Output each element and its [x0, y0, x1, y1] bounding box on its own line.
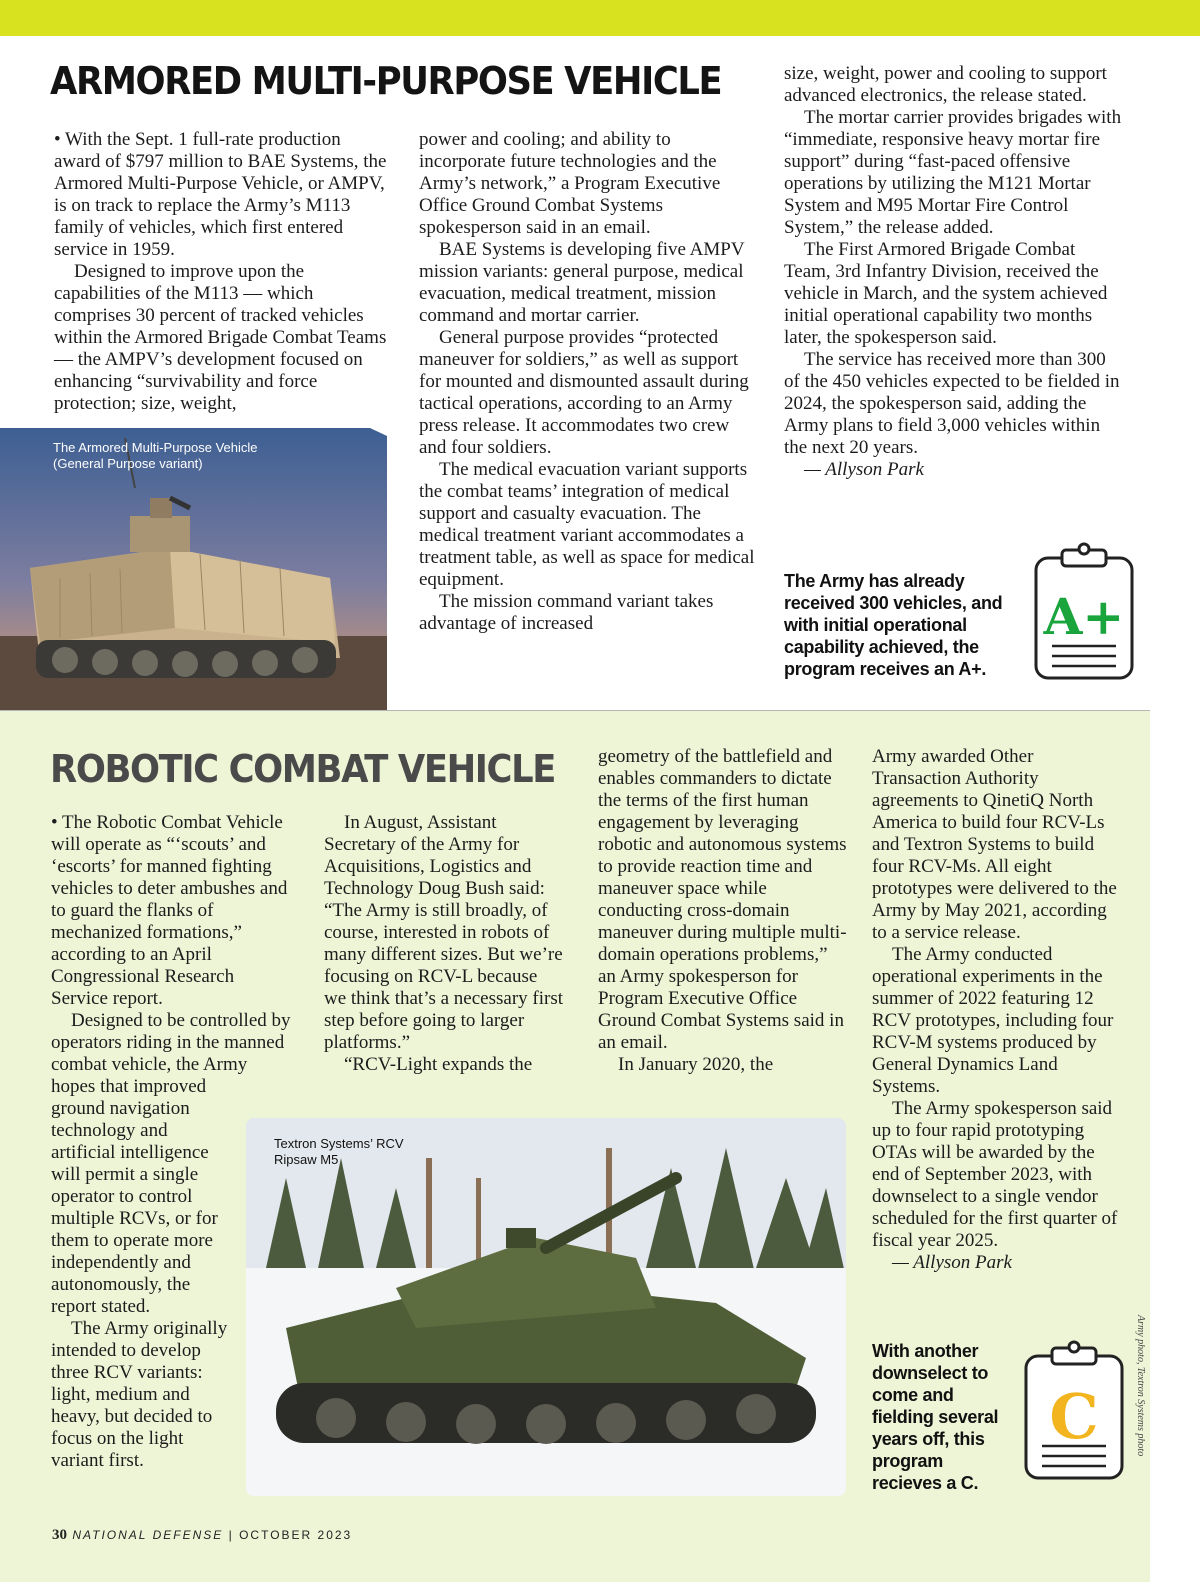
paragraph: • The Robotic Combat Vehicle will operate as “‘scouts’ and ‘escorts’ for manned fighting vehicles to deter ambushes and to guard the flanks of mechanized formations,” according to an April Congressional Research Service report. — [51, 812, 288, 1009]
top-accent-bar — [0, 0, 1200, 36]
photo-credit: Army photo, Textron Systems photo — [1135, 1315, 1146, 1457]
publication-name: NATIONAL DEFENSE — [72, 1528, 224, 1542]
clipboard-icon — [1022, 1340, 1126, 1482]
paragraph: ground navigation technology and artificial intelligence will permit a single operator to control multiple RCVs, or for them to operate more independently and autonomously, the report stated. — [51, 1098, 218, 1317]
rcv-column-3 — [598, 746, 850, 1076]
paragraph: General purpose provides “protected maneuver for soldiers,” as well as support for mounted and dismounted assault during tactical operations, according to an Army press release. It accommodates two crew and four soldiers. — [419, 327, 749, 458]
paragraph: The mortar carrier provides brigades with “immediate, responsive heavy mortar fire support” during “fast-paced offensive operations by utilizing the M121 Mortar System and M95 Mortar Fire Control System,” the release added. — [784, 107, 1122, 238]
paragraph: The medical evacuation variant supports the combat teams’ integration of medical support and casualty evacuation. The medical treatment variant accommodates a treatment table, as well as space for medical equipment. — [419, 459, 755, 590]
ampv-photo — [0, 428, 387, 710]
paragraph: The Army conducted operational experiments in the summer of 2022 featuring 12 RCV prototypes, including four RCV-M systems produced by General Dynamics Land Systems. — [872, 944, 1114, 1097]
grade-letter: C — [1049, 1380, 1099, 1453]
section-title-ampv: ARMORED MULTI-PURPOSE VEHICLE — [50, 59, 722, 103]
paragraph: Designed to be controlled by operators riding in the manned combat vehicle, the Army hopes that improved — [51, 1010, 291, 1097]
paragraph: • With the Sept. 1 full-rate production award of $797 million to BAE Systems, the Armored Multi-Purpose Vehicle, or AMPV, is on track to replace the Army’s M113 family of vehicles, which first entered service in 1959. — [54, 129, 387, 260]
ampv-column-1 — [54, 129, 390, 415]
paragraph: “RCV-Light expands the — [344, 1054, 533, 1075]
rcv-column-4 — [872, 746, 1118, 1274]
paragraph: BAE Systems is developing five AMPV mission variants: general purpose, medical evacuation, medical treatment, mission command and mortar carrier. — [419, 239, 745, 326]
byline: — Allyson Park — [804, 459, 924, 480]
rcv-column-1-top — [51, 812, 295, 1098]
ampv-grade-clipboard — [1032, 542, 1136, 682]
ampv-column-2 — [419, 129, 755, 635]
ampv-grade-summary: The Army has already received 300 vehicles, and with initial operational capability achieved, the program receives an A+. — [784, 571, 1003, 679]
rcv-photo-caption: Textron Systems’ RCV Ripsaw M5 — [274, 1136, 404, 1167]
paragraph: The First Armored Brigade Combat Team, 3rd Infantry Division, received the vehicle in March, and the system achieved initial operational capability two months later, the spokesperson said. — [784, 239, 1108, 348]
paragraph: Designed to improve upon the capabilities of the M113 — which comprises 30 percent of tracked vehicles within the Armored Brigade Combat Teams — the AMPV’s development focused on enhancing “survivability and force protection; size, weight, — [54, 261, 387, 414]
paragraph: In January 2020, the — [618, 1054, 774, 1075]
page-number: 30 — [52, 1527, 67, 1543]
paragraph: geometry of the battlefield and enables commanders to dictate the terms of the first human engagement by leveraging robotic and autonomous systems to provide reaction time and maneuver space while conducting cross-domain maneuver during multiple multi-domain operations problems,” an Army spokesperson for Program Executive Office Ground Combat Systems said in an email. — [598, 746, 847, 1053]
clipboard-icon — [1032, 542, 1136, 682]
rcv-photo — [246, 1118, 846, 1496]
issue-date: OCTOBER 2023 — [239, 1528, 353, 1542]
paragraph: The service has received more than 300 of the 450 vehicles expected to be fielded in 2024, the spokesperson said, adding the Army plans to field 3,000 vehicles within the next 20 years. — [784, 349, 1120, 458]
ampv-column-3 — [784, 63, 1124, 481]
paragraph: power and cooling; and ability to incorporate future technologies and the Army’s network,” a Program Executive Office Ground Combat Systems spokesperson said in an email. — [419, 129, 721, 238]
section-title-rcv: ROBOTIC COMBAT VEHICLE — [50, 747, 555, 791]
grade-letter: A+ — [1043, 587, 1125, 646]
paragraph: size, weight, power and cooling to support advanced electronics, the release stated. — [784, 63, 1107, 106]
paragraph: In August, Assistant Secretary of the Army for Acquisitions, Logistics and Technology Doug Bush said: “The Army is still broadly, of course, interested in robots of many different sizes. But we’re focusing on RCV-L because we think that’s a necessary first step before going to larger platforms.” — [324, 812, 564, 1053]
rcv-column-1-bottom — [51, 1098, 229, 1472]
footer-separator: | — [228, 1528, 234, 1542]
page-footer — [52, 1527, 352, 1544]
paragraph: Army awarded Other Transaction Authority agreements to QinetiQ North America to build four RCV-Ls and Textron Systems to build four RCV-Ms. All eight prototypes were delivered to the Army by May 2021, according to a service release. — [872, 746, 1117, 943]
ampv-photo-caption: The Armored Multi-Purpose Vehicle (General Purpose variant) — [53, 440, 258, 471]
paragraph: The mission command variant takes advantage of increased — [419, 591, 714, 634]
rcv-vehicle-illustration — [246, 1118, 846, 1496]
rcv-column-2 — [324, 812, 564, 1076]
paragraph: The Army originally intended to develop three RCV variants: light, medium and heavy, but decided to focus on the light variant first. — [51, 1318, 228, 1471]
paragraph: The Army spokesperson said up to four rapid prototyping OTAs will be awarded by the end of September 2023, with downselect to a single vendor scheduled for the first quarter of fiscal year 2025. — [872, 1098, 1118, 1251]
rcv-grade-clipboard — [1022, 1340, 1126, 1482]
byline: — Allyson Park — [892, 1252, 1012, 1273]
rcv-grade-summary: With another downselect to come and fielding several years off, this program recieves a C. — [872, 1341, 999, 1493]
